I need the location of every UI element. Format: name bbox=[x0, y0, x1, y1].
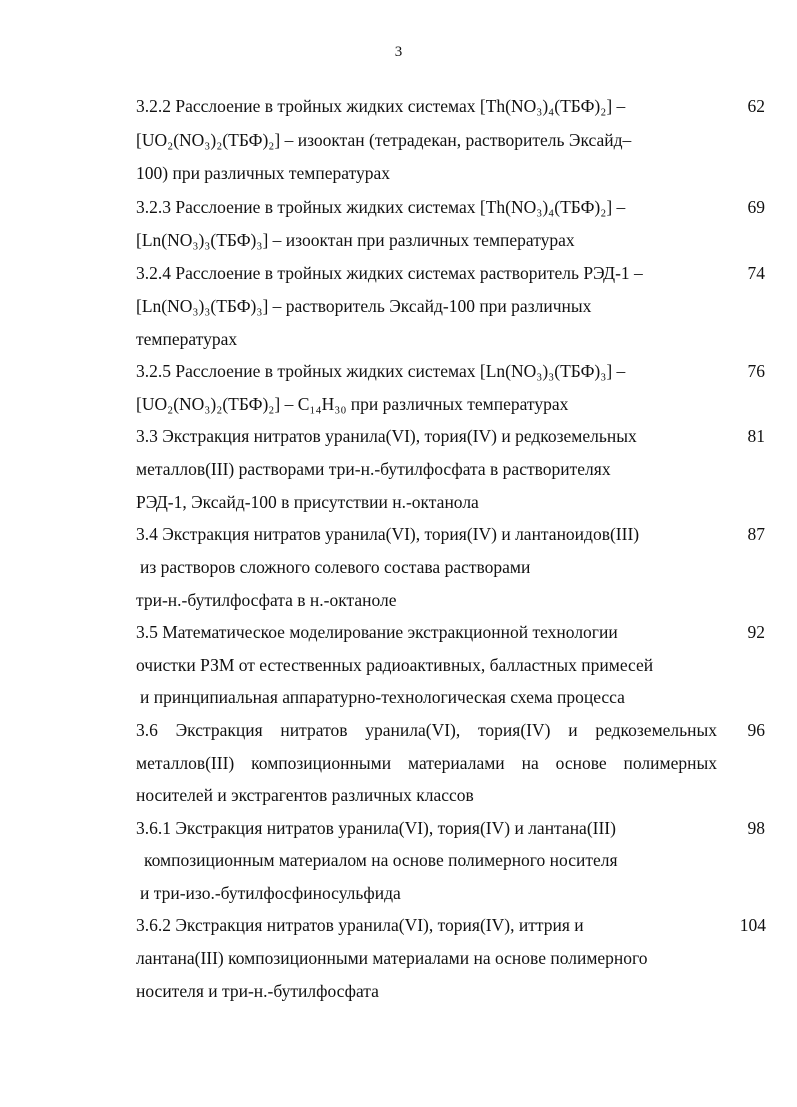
toc-line: три-н.-бутилфосфата в н.-октаноле bbox=[136, 590, 397, 610]
toc-page-number: 81 bbox=[747, 426, 765, 446]
toc-page-number: 76 bbox=[747, 361, 765, 381]
toc-line: 3.5 Математическое моделирование экстракционной технологии bbox=[136, 622, 618, 642]
toc-line: 3.2.2 Расслоение в тройных жидких системах [Th(NO₃)₄(ТБФ)₂] – bbox=[136, 96, 626, 116]
page-number: 3 bbox=[394, 44, 403, 60]
toc-line: температурах bbox=[136, 329, 238, 349]
toc-line: композиционным материалом на основе полимерного носителя bbox=[144, 850, 618, 870]
toc-line: металлов(III) растворами три-н.-бутилфосфата в растворителях bbox=[136, 459, 611, 479]
toc-line: и принципиальная аппаратурно-технологическая схема процесса bbox=[140, 687, 625, 707]
toc-line: очистки РЗМ от естественных радиоактивных, балластных примесей bbox=[136, 655, 654, 675]
toc-line: [UO₂(NO₃)₂(ТБФ)₂] – изооктан (тетрадекан, растворитель Эксайд– bbox=[136, 130, 632, 150]
toc-line: лантана(III) композиционными материалами на основе полимерного bbox=[136, 948, 648, 968]
toc-line: из растворов сложного солевого состава растворами bbox=[140, 557, 531, 577]
toc-line: [Ln(NO₃)₃(ТБФ)₃] – растворитель Эксайд-100 при различных bbox=[136, 296, 592, 316]
toc-line: 3.2.3 Расслоение в тройных жидких системах [Th(NO₃)₄(ТБФ)₂] – bbox=[136, 197, 626, 217]
toc-line: 3.4 Экстракция нитратов уранила(VI), тория(IV) и лантаноидов(III) bbox=[136, 524, 640, 544]
toc-line: 3.6.1 Экстракция нитратов уранила(VI), тория(IV) и лантана(III) bbox=[136, 818, 616, 838]
toc-page-number: 104 bbox=[739, 915, 766, 935]
toc-line: 3.3 Экстракция нитратов уранила(VI), тория(IV) и редкоземельных bbox=[136, 426, 637, 446]
toc-page-number: 92 bbox=[747, 622, 765, 642]
toc-line: [Ln(NO₃)₃(ТБФ)₃] – изооктан при различных температурах bbox=[136, 230, 575, 250]
toc-line: 3.6.2 Экстракция нитратов уранила(VI), тория(IV), иттрия и bbox=[136, 915, 584, 935]
toc-line: носителя и три-н.-бутилфосфата bbox=[136, 981, 379, 1001]
toc-line: металлов(III) композиционными материалами на основе полимерных bbox=[136, 753, 717, 773]
toc-line: и три-изо.-бутилфосфиносульфида bbox=[140, 883, 401, 903]
toc-page-number: 87 bbox=[747, 524, 765, 544]
toc-line: 100) при различных температурах bbox=[136, 163, 391, 183]
toc-line: РЭД-1, Эксайд-100 в присутствии н.-октанола bbox=[136, 492, 479, 512]
toc-line: 3.2.4 Расслоение в тройных жидких системах растворитель РЭД-1 – bbox=[136, 263, 643, 283]
toc-line: 3.6 Экстракция нитратов уранила(VI), тория(IV) и редкоземельных bbox=[136, 720, 717, 740]
toc-page-number: 74 bbox=[747, 263, 765, 283]
toc-line: 3.2.5 Расслоение в тройных жидких системах [Ln(NO₃)₃(ТБФ)₃] – bbox=[136, 361, 626, 381]
toc-page-number: 96 bbox=[747, 720, 765, 740]
toc-page-number: 69 bbox=[747, 197, 765, 217]
toc-page-number: 62 bbox=[747, 96, 765, 116]
toc-line: [UO₂(NO₃)₂(ТБФ)₂] – C₁₄H₃₀ при различных температурах bbox=[136, 394, 569, 414]
toc-page-number: 98 bbox=[747, 818, 765, 838]
toc-line: носителей и экстрагентов различных классов bbox=[136, 785, 474, 805]
